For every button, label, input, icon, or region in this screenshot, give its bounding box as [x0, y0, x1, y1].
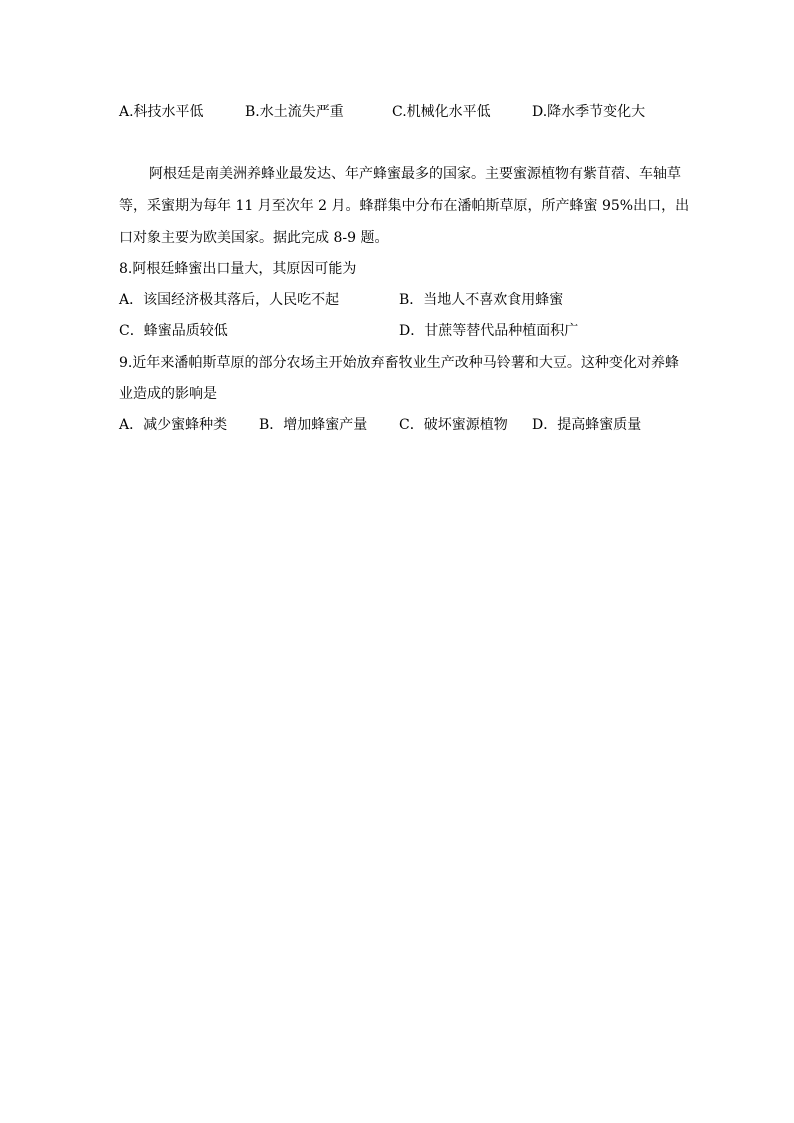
q8-option-c[interactable]: C．蜂蜜品质较低 — [119, 323, 228, 339]
q9-stem-line-1: 9.近年来潘帕斯草原的部分农场主开始放弃畜牧业生产改种马铃薯和大豆。这种变化对养蜂 — [119, 355, 679, 371]
q8-option-d[interactable]: D．甘蔗等替代品种植面积广 — [399, 323, 579, 339]
passage-line-2: 等，采蜜期为每年 11 月至次年 2 月。蜂群集中分布在潘帕斯草原，所产蜂蜜 95%出口，出 — [119, 198, 690, 214]
q7-option-c[interactable]: C.机械化水平低 — [392, 104, 491, 120]
q7-option-d[interactable]: D.降水季节变化大 — [532, 104, 646, 120]
q9-option-c[interactable]: C．破坏蜜源植物 — [399, 417, 508, 433]
q7-option-a[interactable]: A.科技水平低 — [119, 104, 204, 120]
q7-option-b[interactable]: B.水土流失严重 — [245, 104, 344, 120]
q9-option-b[interactable]: B．增加蜂蜜产量 — [259, 417, 368, 433]
q9-stem-line-2: 业造成的影响是 — [119, 386, 217, 402]
q9-options-row — [119, 415, 679, 435]
q9-option-d[interactable]: D．提高蜂蜜质量 — [532, 417, 642, 433]
q8-option-a[interactable]: A．该国经济极其落后，人民吃不起 — [119, 292, 340, 308]
q8-options-row-2 — [119, 321, 679, 341]
passage-line-1: 阿根廷是南美洲养蜂业最发达、年产蜂蜜最多的国家。主要蜜源植物有紫苜蓿、车轴草 — [149, 166, 681, 182]
q8-option-b[interactable]: B．当地人不喜欢食用蜂蜜 — [399, 292, 564, 308]
passage-line-3: 口对象主要为欧美国家。据此完成 8-9 题。 — [119, 230, 389, 246]
q7-options-row — [119, 102, 679, 122]
q8-options-row-1 — [119, 290, 679, 310]
q8-stem: 8.阿根廷蜂蜜出口量大，其原因可能为 — [119, 261, 357, 277]
q9-option-a[interactable]: A．减少蜜蜂种类 — [119, 417, 228, 433]
